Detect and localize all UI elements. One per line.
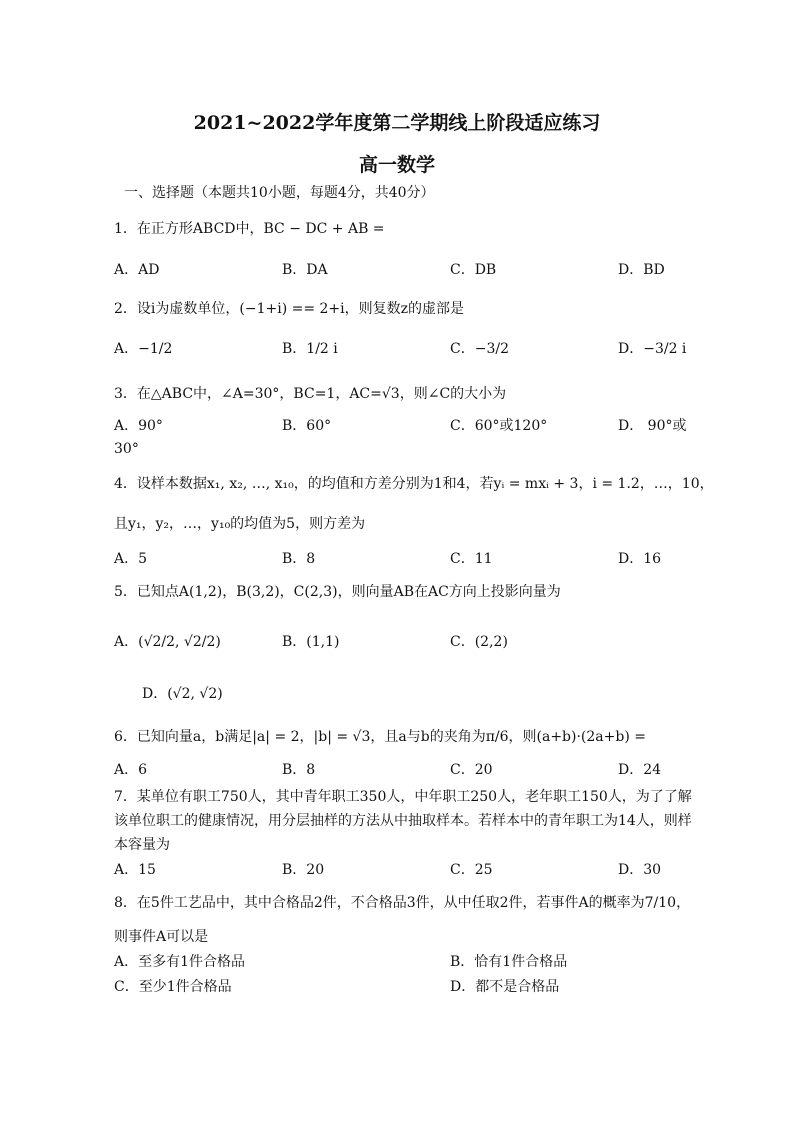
q3-option-a[interactable]: A．90° <box>114 418 163 434</box>
q3-option-d[interactable]: D． 90°或 <box>618 418 687 434</box>
q7-option-c[interactable]: C．25 <box>450 862 493 878</box>
q1-option-d[interactable]: D．BD <box>618 262 665 278</box>
question-7-line1: 7．某单位有职工750人，其中青年职工350人，中年职工250人，老年职工150人，为了了解 <box>114 789 692 805</box>
q8-option-b[interactable]: B．恰有1件合格品 <box>450 954 568 970</box>
section-heading: 一、选择题（本题共10小题，每题4分，共40分） <box>124 185 435 201</box>
question-8-stem-line2: 则事件A可以是 <box>114 929 209 945</box>
question-3-stem: 3．在△ABC中，∠A=30°，BC=1，AC=√3，则∠C的大小为 <box>114 386 507 402</box>
q2-option-d[interactable]: D．−3/2 i <box>618 341 687 357</box>
question-8-stem: 8．在5件工艺品中，其中合格品2件，不合格品3件，从中任取2件，若事件A的概率为7/10， <box>114 895 691 911</box>
q8-option-d[interactable]: D．都不是合格品 <box>450 979 560 995</box>
question-7-line3: 本容量为 <box>114 837 170 853</box>
q5-option-a[interactable]: A．(√2/2, √2/2) <box>114 634 221 650</box>
exam-title: 2021~2022学年度第二学期线上阶段适应练习 <box>193 112 601 134</box>
question-7-line2: 该单位职工的健康情况，用分层抽样的方法从中抽取样本。若样本中的青年职工为14人，则样 <box>114 813 692 829</box>
q2-option-a[interactable]: A．−1/2 <box>114 341 173 357</box>
q5-option-c[interactable]: C．(2,2) <box>450 634 508 650</box>
q3-option-b[interactable]: B．60° <box>282 418 332 434</box>
q5-option-d[interactable]: D．(√2, √2) <box>142 686 223 702</box>
q4-option-b[interactable]: B．8 <box>282 551 316 567</box>
question-5-stem: 5．已知点A(1,2)，B(3,2)，C(2,3)，则向量AB在AC方向上投影向量为 <box>114 584 561 600</box>
q2-option-c[interactable]: C．−3/2 <box>450 341 509 357</box>
q8-option-c[interactable]: C．至少1件合格品 <box>114 979 232 995</box>
q6-option-c[interactable]: C．20 <box>450 762 493 778</box>
q7-option-d[interactable]: D．30 <box>618 862 662 878</box>
question-1-stem: 1．在正方形ABCD中，BC − DC + AB = <box>114 221 385 237</box>
q1-option-a[interactable]: A．AD <box>114 262 160 278</box>
question-6-stem: 6．已知向量a，b满足|a| = 2，|b| = √3，且a与b的夹角为π/6，则(a+b)·(2a+b) = <box>114 729 646 745</box>
question-4-stem: 4．设样本数据x₁, x₂, …, x₁₀，的均值和方差分别为1和4，若yᵢ = mxᵢ + 3，i = 1.2，…，10， <box>114 476 714 492</box>
exam-subtitle: 高一数学 <box>358 154 435 176</box>
q4-option-a[interactable]: A．5 <box>114 551 148 567</box>
q2-option-b[interactable]: B．1/2 i <box>282 341 338 357</box>
q6-option-a[interactable]: A．6 <box>114 762 148 778</box>
q5-option-b[interactable]: B．(1,1) <box>282 634 340 650</box>
q1-option-c[interactable]: C．DB <box>450 262 497 278</box>
q4-option-d[interactable]: D．16 <box>618 551 662 567</box>
q3-option-d-continued: 30° <box>114 441 139 457</box>
q7-option-a[interactable]: A．15 <box>114 862 156 878</box>
q6-option-b[interactable]: B．8 <box>282 762 316 778</box>
q3-option-c[interactable]: C．60°或120° <box>450 418 548 434</box>
q8-option-a[interactable]: A．至多有1件合格品 <box>114 954 246 970</box>
q6-option-d[interactable]: D．24 <box>618 762 662 778</box>
question-4-stem-line2: 且y₁，y₂，…，y₁₀的均值为5，则方差为 <box>114 516 366 532</box>
q1-option-b[interactable]: B．DA <box>282 262 328 278</box>
q4-option-c[interactable]: C．11 <box>450 551 493 567</box>
question-2-stem: 2．设i为虚数单位，(−1+i) == 2+i，则复数z的虚部是 <box>114 301 465 317</box>
q7-option-b[interactable]: B．20 <box>282 862 325 878</box>
